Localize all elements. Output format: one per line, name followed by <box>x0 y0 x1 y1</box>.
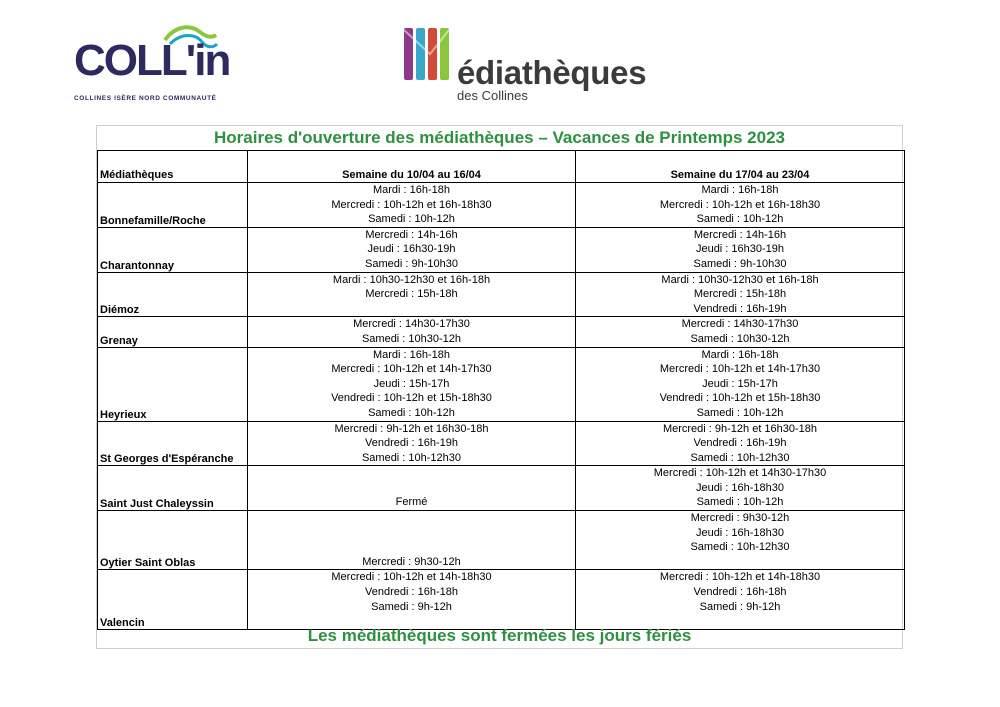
hours-line: Jeudi : 16h30-19h <box>695 243 785 256</box>
hours-line <box>250 540 573 555</box>
hours-line: Mercredi : 15h-18h <box>365 288 458 301</box>
hours-cell-week2 <box>576 466 905 511</box>
hours-line: Samedi : 10h-12h <box>696 406 784 419</box>
schedule-table <box>97 150 905 630</box>
collin-wordmark: COLL'in <box>74 36 230 85</box>
library-name: St Georges d'Espéranche <box>98 421 248 466</box>
table-row <box>98 183 905 228</box>
hours-cell-week2 <box>576 511 905 570</box>
library-name: Grenay <box>98 317 248 347</box>
hours-line <box>578 555 902 570</box>
hours-line: Vendredi : 16h-19h <box>693 437 787 450</box>
mediatheques-subtitle: des Collines <box>457 88 528 103</box>
hours-line: Jeudi : 15h-17h <box>702 377 778 390</box>
table-header-row <box>98 151 905 183</box>
table-row <box>98 570 905 629</box>
hours-line: Samedi : 9h-12h <box>371 600 452 613</box>
hours-line: Mercredi : 9h-12h et 16h30-18h <box>334 422 489 435</box>
library-name: Diémoz <box>98 272 248 317</box>
hours-line: Samedi : 10h-12h <box>696 213 784 226</box>
hours-line: Mardi : 16h-18h <box>701 348 779 361</box>
hours-line: Mercredi : 10h-12h et 16h-18h30 <box>331 198 492 211</box>
hours-line: Mardi : 16h-18h <box>701 184 779 196</box>
hours-line: Samedi : 10h-12h <box>368 406 455 419</box>
collin-logo <box>70 18 230 108</box>
hours-line: Mercredi : 9h-12h et 16h30-18h <box>662 422 818 435</box>
hours-line: Mercredi : 10h-12h et 14h-17h30 <box>331 363 492 376</box>
mediatheques-logo <box>400 24 680 104</box>
hours-cell-week1 <box>248 466 576 511</box>
hours-line: Jeudi : 16h30-19h <box>367 243 456 256</box>
hours-line <box>250 481 573 496</box>
hours-line: Mercredi : 9h30-12h <box>362 555 461 568</box>
hours-line: Samedi : 10h30-12h <box>361 332 462 345</box>
hours-cell-week1 <box>248 317 576 347</box>
hours-cell-week2 <box>576 347 905 421</box>
hours-line: Mercredi : 9h30-12h <box>690 512 790 525</box>
books-icon <box>400 24 460 84</box>
hours-line: Mercredi : 10h-12h et 14h-18h30 <box>331 571 492 584</box>
hours-line: Mardi : 16h-18h <box>372 348 451 361</box>
hours-line: Samedi : 10h-12h30 <box>690 451 790 464</box>
hours-cell-week1 <box>248 347 576 421</box>
hours-line: Mardi : 10h30-12h30 et 16h-18h <box>661 273 819 286</box>
hours-line: Mercredi : 10h-12h et 16h-18h30 <box>659 198 821 211</box>
hours-cell-week2 <box>576 317 905 347</box>
library-name: Bonnefamille/Roche <box>98 183 248 228</box>
hours-line: Vendredi : 16h-19h <box>693 302 787 315</box>
library-name: Charantonnay <box>98 227 248 272</box>
hours-cell-week1 <box>248 183 576 228</box>
hours-line: Jeudi : 16h-18h30 <box>695 481 785 494</box>
hours-line: Mercredi : 14h-16h <box>693 228 787 241</box>
column-header-library: Médiathèques <box>98 151 248 183</box>
hours-line: Samedi : 9h-10h30 <box>693 257 787 270</box>
hours-line: Jeudi : 16h-18h30 <box>695 526 785 539</box>
hours-cell-week1 <box>248 272 576 317</box>
column-header-week2: Semaine du 17/04 au 23/04 <box>576 151 905 183</box>
hours-line: Fermé <box>395 496 428 509</box>
table-row <box>98 511 905 570</box>
library-name: Oytier Saint Oblas <box>98 511 248 570</box>
column-header-week1: Semaine du 10/04 au 16/04 <box>248 151 576 183</box>
hours-line: Jeudi : 15h-17h <box>373 377 450 390</box>
hours-line: Mercredi : 14h-16h <box>365 228 458 241</box>
hours-line: Samedi : 10h-12h30 <box>690 541 790 554</box>
mediatheques-wordmark: édiathèques <box>457 54 647 91</box>
hours-line: Mercredi : 10h-12h et 14h-17h30 <box>659 363 821 376</box>
table-row <box>98 466 905 511</box>
hours-cell-week2 <box>576 570 905 629</box>
footer-note: Les médiathèques sont fermées les jours fériés <box>307 626 692 645</box>
hours-line: Samedi : 10h-12h <box>368 213 455 226</box>
hours-line <box>250 511 573 526</box>
hours-line: Mercredi : 10h-12h et 14h30-17h30 <box>653 467 827 480</box>
hours-cell-week2 <box>576 421 905 466</box>
hours-cell-week1 <box>248 511 576 570</box>
table-row <box>98 317 905 347</box>
hours-line: Vendredi : 10h-12h et 15h-18h30 <box>331 392 492 405</box>
hours-cell-week2 <box>576 227 905 272</box>
hours-cell-week2 <box>576 183 905 228</box>
hours-cell-week1 <box>248 570 576 629</box>
hours-line: Samedi : 9h-12h <box>699 600 781 613</box>
library-name: Saint Just Chaleyssin <box>98 466 248 511</box>
hours-line: Samedi : 10h-12h30 <box>361 451 462 464</box>
hours-cell-week1 <box>248 227 576 272</box>
hours-line: Samedi : 10h-12h <box>696 496 784 509</box>
table-row <box>98 227 905 272</box>
collin-subtitle: COLLINES ISÈRE NORD COMMUNAUTÉ <box>74 95 217 102</box>
hours-line: Mercredi : 14h30-17h30 <box>353 318 470 331</box>
table-row <box>98 347 905 421</box>
library-name: Heyrieux <box>98 347 248 421</box>
hours-cell-week1 <box>248 421 576 466</box>
table-row <box>98 421 905 466</box>
hours-line: Vendredi : 16h-18h <box>365 586 458 599</box>
hours-line: Vendredi : 16h-18h <box>693 586 787 599</box>
hours-line: Mercredi : 15h-18h <box>693 288 787 301</box>
page-title: Horaires d'ouverture des médiathèques – Vacances de Printemps 2023 <box>214 128 785 147</box>
hours-line: Vendredi : 16h-19h <box>365 437 458 450</box>
hours-line: Samedi : 9h-10h30 <box>365 257 458 270</box>
hours-line <box>250 302 573 317</box>
hours-line: Mercredi : 10h-12h et 14h-18h30 <box>659 571 821 584</box>
hours-cell-week2 <box>576 272 905 317</box>
hours-line: Samedi : 10h30-12h <box>690 332 790 345</box>
schedule-frame <box>96 125 903 649</box>
library-name: Valencin <box>98 570 248 629</box>
hours-line <box>250 526 573 541</box>
hours-line: Mardi : 10h30-12h30 et 16h-18h <box>332 273 491 286</box>
hours-line: Mardi : 16h-18h <box>372 184 451 196</box>
hours-line: Mercredi : 14h30-17h30 <box>681 318 799 331</box>
hours-line <box>250 466 573 481</box>
hours-line: Vendredi : 10h-12h et 15h-18h30 <box>659 392 821 405</box>
table-row <box>98 272 905 317</box>
